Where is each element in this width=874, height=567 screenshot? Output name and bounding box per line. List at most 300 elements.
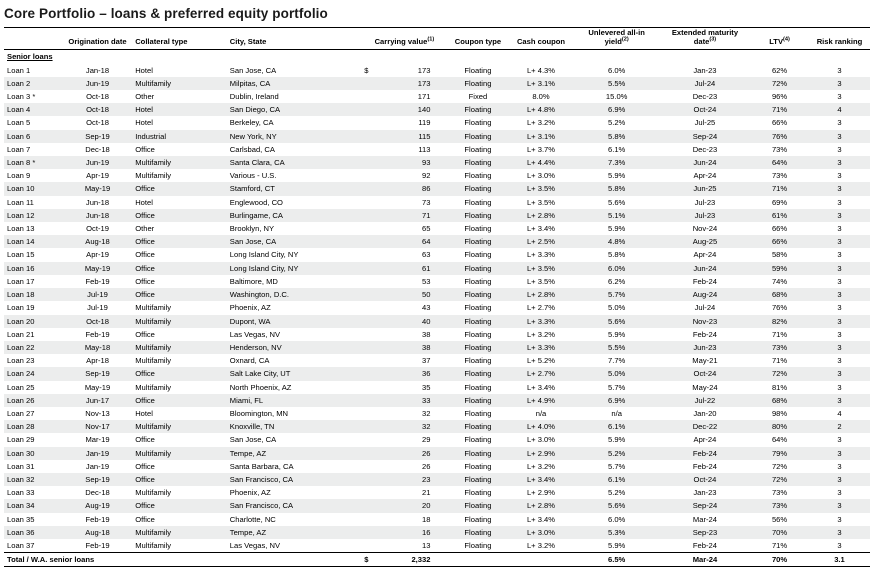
cell-extended-maturity: Sep-23 (692, 527, 718, 537)
column-header-ltv-label: LTV (769, 36, 784, 46)
column-header-origination-date-label: Origination date (68, 36, 127, 46)
table-row[interactable] (4, 499, 870, 512)
cell-loan-name: Loan 1 (7, 65, 31, 75)
cell-unlevered-yield: 5.9% (608, 329, 626, 339)
cell-origination-date: Jan-19 (85, 461, 110, 471)
currency-symbol: $ (364, 65, 369, 75)
cell-ltv: 59% (771, 263, 788, 273)
cell-coupon-type: Floating (464, 329, 492, 339)
table-row[interactable] (4, 288, 870, 301)
cell-carrying-value (361, 499, 447, 512)
carrying-value-number: 71 (422, 210, 431, 220)
cell-city-state: Berkeley, CA (229, 118, 274, 128)
cell-cash-coupon: L+ 2.8% (526, 290, 556, 300)
table-row[interactable] (4, 341, 870, 354)
table-row[interactable] (4, 301, 870, 314)
cell-loan-name: Loan 27 (7, 408, 35, 418)
currency-symbol (364, 103, 374, 116)
cell-loan-name: Loan 32 (7, 474, 35, 484)
cell-coupon-type: Floating (464, 105, 492, 115)
currency-symbol (364, 262, 374, 275)
currency-symbol (364, 394, 374, 407)
cell-origination-date: Sep-19 (85, 131, 110, 141)
cell-loan-name: Loan 10 (7, 184, 35, 194)
cell-extended-maturity: Jul-22 (694, 395, 716, 405)
cell-origination-date: Jun-19 (85, 78, 110, 88)
cell-risk-ranking: 3 (837, 395, 842, 405)
cell-ltv: 82% (771, 316, 788, 326)
cell-city-state: Burlingame, CA (229, 210, 283, 220)
cell-origination-date: May-19 (84, 382, 111, 392)
cell-extended-maturity: Feb-24 (692, 329, 717, 339)
table-row[interactable] (4, 116, 870, 129)
cell-unlevered-yield: 5.6% (608, 197, 626, 207)
total-extended-maturity: Mar-24 (660, 553, 750, 567)
cell-risk-ranking: 3 (837, 92, 842, 102)
cell-ltv: 72% (771, 474, 788, 484)
cell-cash-coupon: L+ 3.5% (526, 276, 556, 286)
cell-origination-date: Jun-19 (85, 158, 110, 168)
cell-city-state: San Diego, CA (229, 105, 281, 115)
currency-symbol (364, 354, 374, 367)
page-title: Core Portfolio – loans & preferred equity portfolio (4, 6, 328, 21)
total-risk-ranking: 3.1 (809, 553, 870, 567)
table-row[interactable] (4, 447, 870, 460)
cell-extended-maturity: May-24 (692, 382, 718, 392)
cell-city-state: Miami, FL (229, 395, 264, 405)
cell-coupon-type: Floating (464, 382, 492, 392)
carrying-value-number: 171 (417, 92, 431, 102)
cell-carrying-value (361, 513, 447, 526)
table-row[interactable] (4, 328, 870, 341)
cell-unlevered-yield: 6.0% (608, 263, 626, 273)
cell-coupon-type: Floating (464, 342, 492, 352)
cell-unlevered-yield: 5.9% (608, 435, 626, 445)
cell-coupon-type: Floating (464, 144, 492, 154)
cell-city-state: Englewood, CO (229, 197, 283, 207)
currency-symbol (364, 130, 374, 143)
cell-risk-ranking: 3 (837, 171, 842, 181)
cell-loan-name: Loan 9 (7, 171, 31, 181)
column-header-risk-ranking (809, 28, 870, 50)
cell-cash-coupon: L+ 4.4% (526, 158, 556, 168)
cell-city-state: Dublin, Ireland (229, 92, 279, 102)
carrying-value-number: 26 (422, 461, 431, 471)
table-row[interactable] (4, 539, 870, 553)
cell-ltv: 74% (771, 276, 788, 286)
cell-risk-ranking: 3 (837, 237, 842, 247)
cell-carrying-value (361, 407, 447, 420)
cell-extended-maturity: Jan-20 (693, 408, 717, 418)
cell-unlevered-yield: 5.8% (608, 250, 626, 260)
table-row[interactable] (4, 235, 870, 248)
cell-collateral-type: Office (135, 501, 155, 511)
carrying-value-number: 23 (422, 474, 431, 484)
cell-coupon-type: Floating (464, 210, 492, 220)
column-header-ltv (750, 28, 809, 50)
cell-coupon-type: Floating (464, 540, 492, 550)
cell-risk-ranking: 3 (837, 78, 842, 88)
cell-cash-coupon: L+ 3.3% (526, 250, 556, 260)
cell-unlevered-yield: 5.0% (608, 369, 626, 379)
column-header-coupon-type (447, 28, 508, 50)
carrying-value-number: 33 (422, 395, 431, 405)
cell-extended-maturity: Nov-24 (692, 224, 718, 234)
cell-coupon-type: Fixed (468, 92, 488, 102)
cell-origination-date: Feb-19 (85, 276, 110, 286)
cell-coupon-type: Floating (464, 65, 492, 75)
cell-city-state: Las Vegas, NV (229, 540, 281, 550)
cell-risk-ranking: 3 (837, 210, 842, 220)
cell-ltv: 73% (771, 144, 788, 154)
cell-origination-date: Aug-19 (85, 501, 110, 511)
cell-collateral-type: Other (135, 92, 155, 102)
cell-carrying-value (361, 262, 447, 275)
carrying-value-number: 63 (422, 250, 431, 260)
cell-loan-name: Loan 36 (7, 527, 35, 537)
column-header-extended-maturity (660, 28, 750, 50)
cell-cash-coupon: L+ 5.2% (526, 356, 556, 366)
cell-city-state: Carlsbad, CA (229, 144, 275, 154)
cell-coupon-type: Floating (464, 448, 492, 458)
cell-extended-maturity: Feb-24 (692, 276, 717, 286)
carrying-value-number: 65 (422, 224, 431, 234)
cell-origination-date: Sep-19 (85, 369, 110, 379)
cell-coupon-type: Floating (464, 276, 492, 286)
cell-city-state: Tempe, AZ (229, 527, 267, 537)
carrying-value-number: 173 (417, 65, 431, 75)
cell-loan-name: Loan 19 (7, 303, 35, 313)
carrying-value-number: 38 (422, 329, 431, 339)
cell-ltv: 58% (771, 250, 788, 260)
cell-carrying-value (361, 354, 447, 367)
table-row[interactable] (4, 526, 870, 539)
portfolio-table (4, 27, 870, 567)
cell-collateral-type: Multifamily (135, 316, 172, 326)
cell-coupon-type: Floating (464, 369, 492, 379)
table-row[interactable] (4, 64, 870, 77)
cell-carrying-value (361, 248, 447, 261)
cell-unlevered-yield: 5.2% (608, 448, 626, 458)
currency-symbol (364, 473, 374, 486)
cell-carrying-value (361, 143, 447, 156)
cell-ltv: 71% (771, 540, 788, 550)
cell-collateral-type: Multifamily (135, 382, 172, 392)
cell-unlevered-yield: 5.7% (608, 382, 626, 392)
cell-origination-date: Jul-19 (87, 290, 108, 300)
cell-city-state: Santa Clara, CA (229, 158, 285, 168)
table-row[interactable] (4, 143, 870, 156)
cell-collateral-type: Multifamily (135, 356, 172, 366)
cell-origination-date: Nov-13 (85, 408, 110, 418)
cell-coupon-type: Floating (464, 356, 492, 366)
cell-extended-maturity: Sep-24 (692, 131, 718, 141)
cell-collateral-type: Multifamily (135, 527, 172, 537)
cell-risk-ranking: 3 (837, 448, 842, 458)
cell-city-state: San Jose, CA (229, 65, 277, 75)
cell-cash-coupon: 8.0% (532, 92, 550, 102)
cell-ltv: 71% (771, 105, 788, 115)
cell-loan-name: Loan 12 (7, 210, 35, 220)
cell-collateral-type: Hotel (135, 118, 153, 128)
carrying-value-number: 119 (418, 118, 431, 128)
cell-unlevered-yield: 5.8% (608, 131, 626, 141)
cell-unlevered-yield: 5.6% (608, 316, 626, 326)
cell-carrying-value (361, 235, 447, 248)
cell-extended-maturity: Dec-23 (692, 144, 718, 154)
cell-collateral-type: Multifamily (135, 488, 172, 498)
table-row[interactable] (4, 275, 870, 288)
table-row[interactable] (4, 262, 870, 275)
cell-unlevered-yield: 5.1% (608, 210, 626, 220)
cell-coupon-type: Floating (464, 263, 492, 273)
cell-carrying-value (361, 301, 447, 314)
cell-cash-coupon: L+ 3.2% (526, 461, 556, 471)
cell-coupon-type: Floating (464, 118, 492, 128)
column-header-extended-maturity-label: Extended maturity date (671, 28, 739, 46)
table-row[interactable] (4, 209, 870, 222)
table-row[interactable] (4, 420, 870, 433)
cell-collateral-type: Hotel (135, 105, 153, 115)
cell-collateral-type: Office (135, 514, 155, 524)
currency-symbol (364, 460, 374, 473)
cell-collateral-type: Office (135, 237, 155, 247)
cell-cash-coupon: L+ 4.9% (526, 395, 556, 405)
cell-ltv: 61% (771, 210, 788, 220)
cell-extended-maturity: Jan-23 (693, 65, 717, 75)
cell-carrying-value (361, 288, 447, 301)
table-row[interactable] (4, 381, 870, 394)
cell-loan-name: Loan 25 (7, 382, 35, 392)
cell-loan-name: Loan 3 * (7, 92, 36, 102)
currency-symbol (364, 235, 374, 248)
table-row[interactable] (4, 473, 870, 486)
cell-extended-maturity: Oct-24 (693, 369, 717, 379)
cell-unlevered-yield: 5.5% (608, 78, 626, 88)
table-row[interactable] (4, 248, 870, 261)
cell-cash-coupon: L+ 4.8% (526, 105, 556, 115)
cell-carrying-value (361, 196, 447, 209)
cell-ltv: 80% (771, 422, 788, 432)
total-currency-symbol: $ (364, 555, 369, 565)
cell-carrying-value (361, 315, 447, 328)
cell-loan-name: Loan 29 (7, 435, 35, 445)
table-row[interactable] (4, 460, 870, 473)
cell-loan-name: Loan 22 (7, 342, 35, 352)
table-row[interactable] (4, 486, 870, 499)
currency-symbol (364, 288, 374, 301)
table-row[interactable] (4, 196, 870, 209)
table-row[interactable] (4, 354, 870, 367)
carrying-value-number: 18 (422, 514, 431, 524)
cell-ltv: 73% (771, 171, 788, 181)
currency-symbol (364, 209, 374, 222)
carrying-value-number: 40 (422, 316, 431, 326)
cell-city-state: San Francisco, CA (229, 501, 294, 511)
cell-extended-maturity: Jun-24 (693, 158, 717, 168)
cell-extended-maturity: Apr-24 (693, 171, 717, 181)
cell-risk-ranking: 3 (837, 382, 842, 392)
cell-cash-coupon: L+ 2.5% (526, 237, 556, 247)
cell-coupon-type: Floating (464, 158, 492, 168)
table-row[interactable] (4, 367, 870, 380)
table-row[interactable] (4, 130, 870, 143)
table-row[interactable] (4, 222, 870, 235)
cell-carrying-value (361, 156, 447, 169)
cell-extended-maturity: Sep-24 (692, 501, 718, 511)
cell-extended-maturity: Aug-25 (692, 237, 718, 247)
cell-ltv: 98% (771, 408, 788, 418)
cell-risk-ranking: 3 (837, 303, 842, 313)
cell-risk-ranking: 3 (837, 527, 842, 537)
cell-origination-date: Jan-19 (85, 448, 110, 458)
cell-risk-ranking: 3 (837, 263, 842, 273)
cell-loan-name: Loan 5 (7, 118, 31, 128)
cell-loan-name: Loan 20 (7, 316, 35, 326)
cell-ltv: 69% (771, 197, 788, 207)
table-row[interactable] (4, 103, 870, 116)
cell-ltv: 76% (771, 131, 788, 141)
table-row[interactable] (4, 513, 870, 526)
cell-ltv: 72% (771, 78, 788, 88)
cell-loan-name: Loan 21 (7, 329, 35, 339)
cell-carrying-value (361, 77, 447, 90)
table-row[interactable] (4, 433, 870, 446)
cell-ltv: 73% (771, 342, 788, 352)
cell-carrying-value (361, 328, 447, 341)
cell-cash-coupon: L+ 3.2% (526, 118, 556, 128)
cell-city-state: Bloomington, MN (229, 408, 289, 418)
cell-ltv: 72% (771, 461, 788, 471)
cell-origination-date: Nov-17 (85, 422, 110, 432)
cell-loan-name: Loan 14 (7, 237, 35, 247)
table-row[interactable] (4, 90, 870, 103)
cell-unlevered-yield: 5.9% (608, 540, 626, 550)
column-header-collateral-type (132, 28, 227, 50)
cell-carrying-value (361, 473, 447, 486)
cell-ltv: 71% (771, 184, 788, 194)
carrying-value-number: 73 (422, 197, 431, 207)
cell-unlevered-yield: 5.3% (608, 527, 626, 537)
cell-cash-coupon: L+ 3.3% (526, 316, 556, 326)
carrying-value-number: 32 (422, 408, 431, 418)
cell-collateral-type: Office (135, 461, 155, 471)
cell-origination-date: Oct-18 (86, 105, 109, 115)
cell-ltv: 64% (771, 435, 788, 445)
column-header-collateral-type-label: Collateral type (135, 36, 188, 46)
cell-carrying-value (361, 275, 447, 288)
table-row[interactable] (4, 407, 870, 420)
cell-loan-name: Loan 24 (7, 369, 35, 379)
cell-collateral-type: Office (135, 435, 155, 445)
cell-unlevered-yield: 5.6% (608, 501, 626, 511)
currency-symbol (364, 367, 374, 380)
cell-coupon-type: Floating (464, 171, 492, 181)
cell-ltv: 68% (771, 290, 788, 300)
cell-collateral-type: Hotel (135, 65, 153, 75)
cell-loan-name: Loan 33 (7, 488, 35, 498)
cell-loan-name: Loan 28 (7, 422, 35, 432)
table-row[interactable] (4, 182, 870, 195)
cell-city-state: Various - U.S. (229, 171, 277, 181)
cell-risk-ranking: 3 (837, 276, 842, 286)
table-row[interactable] (4, 156, 870, 169)
carrying-value-number: 21 (422, 488, 431, 498)
cell-cash-coupon: L+ 2.8% (526, 210, 556, 220)
cell-ltv: 79% (771, 448, 788, 458)
cell-carrying-value (361, 526, 447, 539)
cell-extended-maturity: Feb-24 (692, 540, 717, 550)
cell-unlevered-yield: 5.7% (608, 461, 626, 471)
cell-carrying-value (361, 460, 447, 473)
cell-cash-coupon: L+ 4.0% (526, 422, 556, 432)
cell-unlevered-yield: 15.0% (605, 92, 628, 102)
cell-cash-coupon: L+ 2.8% (526, 501, 556, 511)
currency-symbol (364, 77, 374, 90)
cell-origination-date: Dec-18 (85, 144, 110, 154)
column-header-unlevered-yield-label: Unlevered all-in yield (588, 28, 645, 46)
cell-unlevered-yield: n/a (611, 408, 622, 418)
carrying-value-number: 50 (422, 290, 431, 300)
currency-symbol (364, 196, 374, 209)
table-row[interactable] (4, 77, 870, 90)
cell-cash-coupon: L+ 3.4% (526, 224, 556, 234)
cell-extended-maturity: Jun-24 (693, 263, 717, 273)
currency-symbol (364, 116, 374, 129)
table-row[interactable] (4, 169, 870, 182)
carrying-value-number: 13 (422, 540, 431, 550)
currency-symbol (364, 513, 374, 526)
cell-collateral-type: Multifamily (135, 171, 172, 181)
cell-city-state: Tempe, AZ (229, 448, 267, 458)
cell-unlevered-yield: 5.2% (608, 488, 626, 498)
cell-collateral-type: Multifamily (135, 422, 172, 432)
column-header-unlevered-yield (574, 28, 660, 50)
carrying-value-number: 36 (422, 369, 431, 379)
cell-loan-name: Loan 6 (7, 131, 31, 141)
cell-extended-maturity: Jun-25 (693, 184, 717, 194)
cell-ltv: 71% (771, 329, 788, 339)
currency-symbol (364, 156, 374, 169)
cell-cash-coupon: L+ 3.3% (526, 342, 556, 352)
cell-ltv: 66% (771, 224, 788, 234)
cell-collateral-type: Office (135, 184, 155, 194)
carrying-value-number: 43 (422, 303, 431, 313)
cell-loan-name: Loan 15 (7, 250, 35, 260)
cell-cash-coupon: L+ 3.4% (526, 514, 556, 524)
column-header-coupon-type-label: Coupon type (454, 36, 502, 46)
cell-loan-name: Loan 26 (7, 395, 35, 405)
cell-extended-maturity: Oct-24 (693, 105, 717, 115)
table-row[interactable] (4, 315, 870, 328)
cell-risk-ranking: 3 (837, 488, 842, 498)
cell-coupon-type: Floating (464, 184, 492, 194)
cell-ltv: 70% (771, 527, 788, 537)
cell-city-state: Las Vegas, NV (229, 329, 281, 339)
carrying-value-number: 64 (422, 237, 431, 247)
cell-carrying-value (361, 90, 447, 103)
cell-origination-date: Dec-18 (85, 488, 110, 498)
cell-origination-date: Mar-19 (85, 435, 110, 445)
cell-extended-maturity: Dec-22 (692, 422, 718, 432)
table-row[interactable] (4, 394, 870, 407)
cell-ltv: 56% (771, 514, 788, 524)
cell-origination-date: Apr-19 (86, 171, 109, 181)
cell-loan-name: Loan 35 (7, 514, 35, 524)
cell-collateral-type: Office (135, 276, 155, 286)
cell-extended-maturity: Dec-23 (692, 92, 718, 102)
cell-extended-maturity: Jan-23 (693, 488, 717, 498)
